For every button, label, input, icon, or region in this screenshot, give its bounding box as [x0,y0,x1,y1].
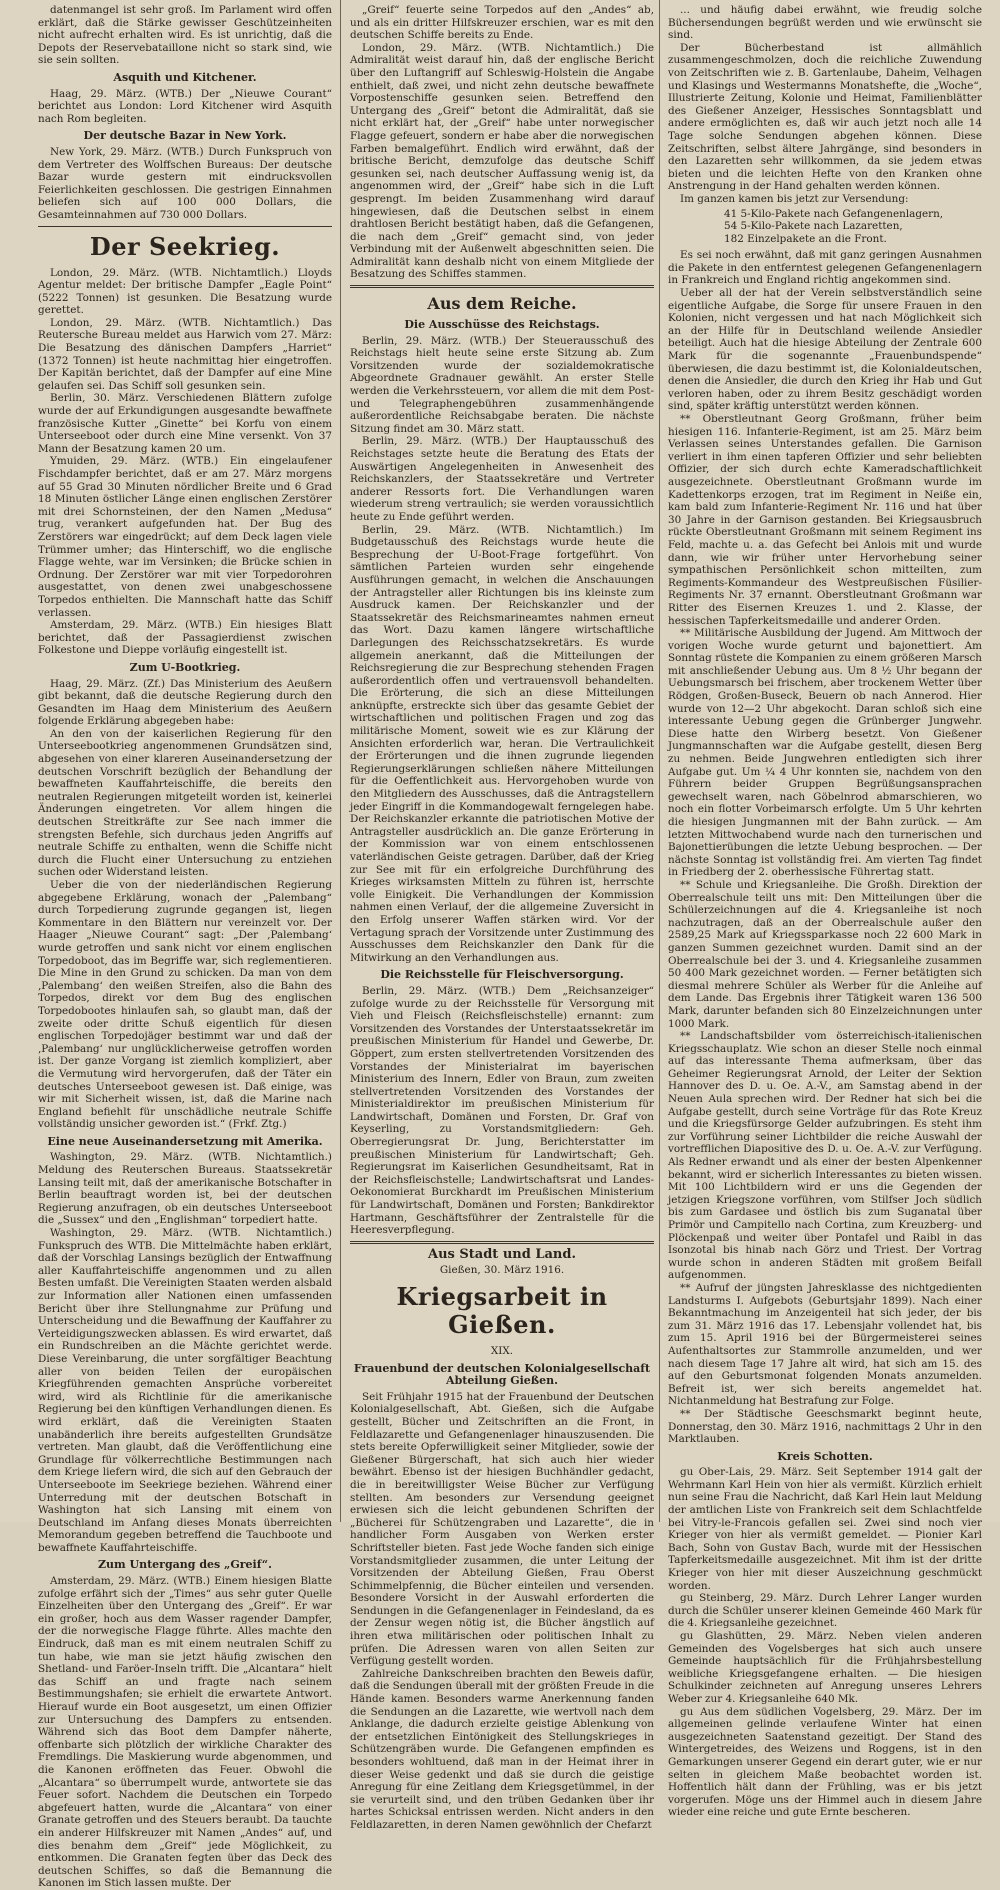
article-uboot-1: Haag, 29. März. (Zf.) Das Ministerium des Aeußern gibt bekannt, daß die deutsche Regierung durch den Gesandten im Haag dem Ministerium des Aeußern folgende Erklärung abgegeben habe: [38,677,332,728]
article-fragment: datenmangel ist sehr groß. Im Parlament wird offen erklärt, daß die Stärke gewisser Geschützeinheiten nicht aufrecht erhalten wird. Es ist unrichtig, daß die Depots der Reservebataillone nicht so stark sind, wie sie sein sollten. [38,4,332,67]
article-uboot-2: An den von der kaiserlichen Regierung für den Unterseebootkrieg angenommenen Grundsätzen sind, abgesehen von einer klareren Auseinandersetzung der deutschen Vorschrift bezüglich der Behandlung der bewaffneten Kauffahrteischiffe, die bereits den neutralen Regierungen mitgeteilt worden ist, keinerlei Änderungen eingetreten. Vor allem hingen die deutschen Streitkräfte zur See nach immer die strengsten Befehle, sich durchaus jeden Angriffs auf neutrale Schiffe zu enthalten, wenn die Schiffe nicht durch die Flucht einer Untersuchung zu entziehen suchen oder Widerstand leisten. [38,727,332,879]
headline-ausschuesse: Die Ausschüsse des Reichstags. [404,318,600,332]
article-buecher-1: Der Bücherbestand ist allmählich zusammengeschmolzen, doch die reichliche Zuwendung von Zeitschriften wie z. B. Gartenlaube, Daheim, Velhagen und Klasings und Westermanns Monatshefte, die „Woche“, Illustrierte Zeitung, Kolonie und Heimat, Familienblätter des Gießener Anzeiger, Hessisches Sonntagsblatt und andere ermöglichten es, daß wir auch jetzt noch alle 14 Tage solche Sendungen abgehen können. Diese Zeitschriften, selbst ältere Jahrgänge, sind besonders in den Lazaretten sehr willkommen, da sie jedem etwas bieten und die leichten Hefte von den Kranken ohne Anstrengung in der Hand gehalten werden können. [668,41,982,193]
headline-greif: Zum Untergang des „Greif“. [98,1558,272,1572]
article-amerika-1: Washington, 29. März. (WTB. Nichtamtlich.) Meldung des Reuterschen Bureaus. Staatssekretär Lansing teilt mit, daß der amerikanische Botschafter in Berlin beauftragt worden ist, bei der deutschen Regierung anzufragen, ob ein deutsches Unterseeboot die „Sussex“ und den „Englishman“ torpediert hatte. [38,1151,332,1227]
article-seekrieg-4: Ymuiden, 29. März. (WTB.) Ein eingelaufener Fischdampfer berichtet, daß er am 27. März morgens auf 55 Grad 30 Minuten nördlicher Breite und 6 Grad 18 Minuten östlicher Länge einen englischen Zerstörer mit drei Schornsteinen, der den Namen „Medusa“ trug, verankert aufgefunden hat. Der Bug des Zerstörers war eingedrückt; auf dem Deck lagen viele Trümmer umher; das Hinterschiff, wo die englische Flagge wehte, war im Versinken; die Brücke schien in Ordnung. Der Zerstörer war mit vier Torpedorohren ausgestattet, von denen zwei unabgeschossene Torpedos enthielten. Die Mannschaft hatte das Schiff verlassen. [38,455,332,619]
article-kriegsanleihe: ** Schule und Kriegsanleihe. Die Großh. Direktion der Oberrealschule teilt uns mit: Den Mitteilungen über die Schülerzeichnungen auf die 4. Kriegsanleihe ist noch nachzutragen, daß an der Oberrealschule außer den 2589,25 Mark auf Kriegssparkasse noch 22 600 Mark in ganzen Summen gezeichnet wurden. Damit sind an der Oberrealschule bei der 3. und 4. Kriegsanleihe zusammen 50 400 Mark gezeichnet worden. — Ferner betätigten sich diesmal mehrere Schüler als Werber für die Anleihe auf dem Lande. Das Ergebnis ihrer Tätigkeit waren 136 500 Mark, darunter befanden sich 80 Einzelzeichnungen unter 1000 Mark. [668,878,982,1030]
section-title-reiche: Aus dem Reiche. [427,294,577,314]
article-landsturm: ** Aufruf der jüngsten Jahresklasse des nichtgedienten Landsturms I. Aufgebots (Geburtsjahr 1899). Nach einer Bekanntmachung im Anzeigenteil hat sich jeder, der bis zum 31. März 1916 das 17. Lebensjahr vollendet hat, bis zum 15. April 1916 bei der Bürgermeisterei seines Aufenthaltsortes zur Stammrolle anzumelden, und wer nach diesem Tage 17 Jahre alt wird, hat sich am 15. des auf den Geburtsmonat folgenden Monats anzumelden. Befreit ist, wer sich bereits angemeldet hat. Nichtanmeldung hat Bestrafung zur Folge. [668,1281,982,1408]
article-fleisch: Berlin, 29. März. (WTB.) Dem „Reichsanzeiger“ zufolge wurde zu der Reichsstelle für Versorgung mit Vieh und Fleisch (Reichsfleischstelle) ernannt: zum Vorsitzenden des Vorstandes der Unterstaatssekretär im preußischen Ministerium für Handel und Gewerbe, Dr. Göppert, zum ersten stellvertretenden Vorsitzenden des Vorstandes der Ministerialrat im bayerischen Ministerium des Innern, Edler von Braun, zum zweiten stellvertretenden Vorsitzenden des Vorstandes der Ministerialdirektor im preußischen Ministerium für Landwirtschaft, Domänen und Forsten, Dr. Graf von Keyserling, zu Vorstandsmitgliedern: Geh. Oberregierungsrat Dr. Jung, Berichterstatter im preußischen Ministerium für Landwirtschaft; Geh. Regierungsrat im Kaiserlichen Gesundheitsamt, Rat in der Reichsfleischstelle; Landwirtschaftsrat und Landes-Oekonomierat Burckhardt im Preußischen Ministerium für Landwirtschaft, Domänen und Forsten; Bankdirektor Hartmann, Geschäftsführer der Zentralstelle für die Heeresverpflegung. [350,984,654,1237]
section-title-stadt: Aus Stadt und Land. [428,1246,576,1262]
list-item: 41 5-Kilo-Pakete nach Gefangenenlagern, [724,207,944,220]
list-item: 54 5-Kilo-Pakete nach Lazaretten, [724,220,903,233]
article-grossmann: ** Oberstleutnant Georg Großmann, früher beim hiesigen 116. Infanterie-Regiment, ist am 25. März beim Verlassen seines Unterstandes gefallen. Die Garnison verliert in ihm einen tapferen Offizier und sehr beliebten Offizier, der sich durch echte Kameradschaftlichkeit ausgezeichnete. Oberstleutnant Großmann wurde im Kadettenkorps erzogen, trat im Regiment in Neiße ein, kam bald zum Infanterie-Regiment Nr. 116 und hat über 30 Jahre in der Garnison gestanden. Bei Kriegsausbruch rückte Oberstleutnant Großmann mit seinem Regiment ins Feld, machte u. a. das Gefecht bei Anlois mit und wurde dann, wie wir früher unter Hervorhebung seiner sympathischen Persönlichkeit schon mitteilten, zum Regiments-Kommandeur des Westpreußischen Füsilier-Regiments Nr. 37 ernannt. Oberstleutnant Großmann war Ritter des Eisernen Kreuzes 1. und 2. Klasse, der hessischen Tapferkeitsmedaille und anderer Orden. [668,413,982,627]
article-kriegsarbeit-2: Zahlreiche Dankschreiben brachten den Beweis dafür, daß die Sendungen überall mit der größten Freude in die Hände kamen. Besonders warme Anerkennung fanden die Sendungen an die Lazarette, wie wertvoll nach dem Anklange, die dadurch erzielte geistige Ablenkung von der entsetzlichen Eintönigkeit des Stellungskrieges in Schützengräben wurde. Die Gefangenen empfinden es besonders wohltuend, daß man in der Heimat ihrer in dieser Weise gedenkt und daß sie durch die geistige Anregung für eine Zeitlang dem Kriegsgetümmel, in der sie verurteilt sind, und den trüben Gedanken über ihr hartes Schicksal entrissen werden. Nicht anders in den Feldlazaretten, in deren Namen gewöhnlich der Chefarzt [350,1667,654,1831]
article-bazar: New York, 29. März. (WTB.) Durch Funkspruch von dem Vertreter des Wolffschen Bureaus: Der deutsche Bazar wurde gestern mit eindrucksvollen Feierlichkeiten geschlossen. Die gestrigen Einnahmen beliefen sich auf 100 000 Dollars, die Gesamteinnahmen auf 730 000 Dollars. [38,145,332,221]
headline-fleisch: Die Reichsstelle für Fleischversorgung. [380,968,624,982]
article-seekrieg-2: London, 29. März. (WTB. Nichtamtlich.) Das Reutersche Bureau meldet aus Harwich vom 27. März: Die Besatzung des dänischen Dampfers „Harriet“ (1372 Tonnen) ist heute nachmittag hier eingetroffen. Der Kapitän berichtet, daß der Dampfer auf eine Mine gelaufen sei. Das Schiff soll gesunken sein. [38,316,332,392]
dateline: Gießen, 30. März 1916. [439,1264,565,1277]
article-seekrieg-1: London, 29. März. (WTB. Nichtamtlich.) Lloyds Agentur meldet: Der britische Dampfer „Eagle Point“ (5222 Tonnen) ist gesunken. Die Besatzung wurde gerettet. [38,266,332,317]
article-seekrieg-5: Amsterdam, 29. März. (WTB.) Ein hiesiges Blatt berichtet, daß der Passagierdienst zwischen Folkestone und Dieppe vorläufig eingestellt ist. [38,619,332,657]
column-2 [344,0,660,1831]
article-schotten-4: gu Aus dem südlichen Vogelsberg, 29. März. Der im allgemeinen gelinde verlaufene Winter hat einen ausgezeichneten Saatenstand gezeitigt. Der Stand des Wintergetreides, des Weizens und Roggens, ist in den Gemarkungen unserer Gegend ein derart guter, wie er nur selten in gleichem Maße beobachtet worden ist. Hoffentlich hält dann der Frühling, was er bis jetzt vorgerufen. Möge uns der Himmel auch in diesem Jahre wieder eine reiche und gute Ernte bescheren. [668,1705,982,1819]
article-reichstag-3: Berlin, 29. März. (WTB. Nichtamtlich.) Im Budgetausschuß des Reichstags wurde heute die Besprechung der U-Boot-Frage fortgeführt. Von sämtlichen Parteien wurden sehr eingehende Ausführungen gemacht, in welchen die Anschauungen der Antragsteller aller Richtungen bis ins kleinste zum Ausdruck kamen. Der Reichskanzler und der Staatssekretär des Reichsmarineamtes nahmen erneut das Wort. Dazu kamen längere wirtschaftliche Darlegungen des Reichsschatzsekretärs. Es wurde allgemein anerkannt, daß die Mitteilungen der Reichsregierung die zur Besprechung stehenden Fragen außerordentlich offen und vertrauensvoll behandelten. Die Erörterung, die sich an diese Mitteilungen anknüpfte, erstreckte sich über das gesamte Gebiet der wirtschaftlichen und politischen Fragen und zog das militärische Moment, soweit wie es zur Klärung der Ansichten erforderlich war, heran. Die Vertraulichkeit der Erörterungen und die ihnen zugrunde liegenden Regierungserklärungen schließen nähere Mitteilungen für die Oeffentlichkeit aus. Hervorgehoben wurde von den Mitgliedern des Ausschusses, daß die Antragstellern jeder Eingriff in die Kommandogewalt ferngelegen habe. Der Reichskanzler erkannte die patriotischen Motive der Antragsteller ausdrücklich an. Die ganze Erörterung in der Kommission war von einem entschlossenen vaterländischen Geiste getragen. Darüber, daß der Krieg zur See mit für ein erfolgreiche Durchführung des Krieges wirksamsten Mitteln zu führen ist, herrschte volle Einigkeit. Die Verhandlungen der Kommission nahmen einen Verlauf, der die allgemeine Zuversicht in den Erfolg unserer Waffen stärken wird. Vor der Vertagung sprach der Vorsitzende unter Zustimmung des Ausschusses dem Reichskanzler den Dank für die Mitwirkung an den Verhandlungen aus. [350,523,654,964]
article-schotten-3: gu Glashütten, 29. März. Neben vielen anderen Gemeinden des Vogelsberges hat sich auch unsere Gemeinde hauptsächlich für die Frühjahrsbestellung weibliche Kriegsgefangene erhalten. — Die hiesigen Schulkinder zeichneten auf Anregung unseres Lehrers Weber zur 4. Kriegsanleihe 640 Mk. [668,1630,982,1705]
article-greif: Amsterdam, 29. März. (WTB.) Einem hiesigen Blatte zufolge erfährt sich der „Times“ aus sehr guter Quelle Einzelheiten über den Untergang des „Greif“. Er war ein großer, hoch aus dem Wasser ragender Dampfer, der die norwegische Flagge führte. Alles machte den Eindruck, daß man es mit einem neutralen Schiff zu tun habe, wie man sie jetzt häufig zwischen den Shetland- und Faröer-Inseln trifft. Die „Alcantara“ hielt das Schiff an und fragte nach seinem Bestimmungshafen; sie erhielt die erwartete Antwort. Hierauf wurde ein Boot ausgesetzt, um einen Offizier zur Untersuchung des Dampfers zu entsenden. Während sich das Boot dem Dampfer näherte, offenbarte sich plötzlich der wirkliche Charakter des Fremdlings. Die Maskierung wurde abgenommen, und die Kanonen eröffneten das Feuer. Obwohl die „Alcantara“ so überrumpelt wurde, antwortete sie das Feuer sofort. Nachdem die Deutschen ein Torpedo abgefeuert hatten, wurde die „Alcantara“ von einer Granate getroffen und des Steuers beraubt. Da tauchte ein anderer Hilfskreuzer mit Namen „Andes“ auf, und dies benahm dem „Greif“ jede Möglichkeit, zu entkommen. Die Granaten fegten über das Deck des deutschen Schiffes, so daß die Bemannung die Kanonen im Stich lassen mußte. Der [38,1575,332,1890]
article-reichstag-2: Berlin, 29. März. (WTB.) Der Hauptausschuß des Reichstages setzte heute die Beratung des Etats der Auswärtigen Angelegenheiten in Anwesenheit des Reichskanzlers, der Staatssekretäre und Vertreter anderer Ressorts fort. Die Verhandlungen waren wiederum streng vertraulich; sie werden voraussichtlich heute zu Ende geführt werden. [350,435,654,523]
column-3 [662,0,988,1819]
section-divider [38,226,332,227]
article-schotten-2: gu Steinberg, 29. März. Durch Lehrer Langer wurden durch die Schüler unserer kleinen Gemeinde 460 Mark für die 4. Kriegsanleihe gezeichnet. [668,1592,982,1630]
list-item: 182 Einzelpakete an die Front. [724,232,887,245]
article-reichstag-1: Berlin, 29. März. (WTB.) Der Steuerausschuß des Reichstags hielt heute seine erste Sitzung ab. Zum Vorsitzenden wurde der sozialdemokratische Abgeordnete Gradnauer gewählt. An erster Stelle werden die Verkehrssteuern, vor allem die mit dem Post- und Telegraphengebühren zusammenhängende außerordentliche Reichsabgabe beraten. Die nächste Sitzung findet am 30. März statt. [350,334,654,435]
column-rule-1 [340,0,341,1522]
article-jugend: ** Militärische Ausbildung der Jugend. Am Mittwoch der vorigen Woche wurde geturnt und bajonettiert. Am Sonntag rüstete die Kompanien zu einem größeren Marsch mit anschließender Uebung aus. Um 8 ½ Uhr begann der Uebungsmarsch bei frischem, aber trockenem Wetter über Rödgen, Großen-Buseck, Beuern ob nach Annerod. Hier wurde von 12—2 Uhr abgekocht. Daran schloß sich eine interessante Uebung gegen die Grünberger Jungwehr. Diese hatte den Wirberg besetzt. Von Gießener Jungmannschaften war die Aufgabe gestellt, diesen Berg zu nehmen. Beide Jungwehren entledigten sich ihrer Aufgabe gut. Um ¼ 4 Uhr konnten sie, nachdem von den Führern beider Gruppen Begrüßungsansprachen gewechselt waren, nach Göbelnrod abmarschieren, wo noch ein flotter Vorbeimarsch erfolgte. Um 5 Uhr kehrten die hiesigen Jungmannen mit der Bahn zurück. — Am letzten Mittwochabend wurde nach den turnerischen und Bajonettierübungen die letzte Uebung besprochen. — Der nächste Sonntag ist vollständig frei. Am vierten Tag findet in Friedberg der 2. oberhessische Führertag statt. [668,627,982,879]
article-buecher-2: Im ganzen kamen bis jetzt zur Versendung: [680,192,909,205]
article-schotten-1: gu Ober-Lais, 29. März. Seit September 1914 galt der Wehrmann Karl Hein von hier als vermißt. Kürzlich erhielt nun seine Frau die Nachricht, daß Karl Hein laut Meldung der amtlichen Liste von Frankreich seit dem Schlachtfelde bei Vitry-le-Francois gefallen sei. Zwei sind noch vier Krieger von hier als vermißt gemeldet. — Pionier Karl Bach, Sohn von Gustav Bach, wurde mit der Hessischen Tapferkeitsmedaille ausgezeichnet. Mit ihm ist der dritte Krieger von hier mit dieser Auszeichnung geschmückt worden. [668,1466,982,1592]
headline-amerika: Eine neue Auseinandersetzung mit Amerika. [47,1134,323,1148]
section-title-seekrieg: Der Seekrieg. [89,231,281,261]
article-buecher-4: Ueber all der hat der Verein selbstverständlich seine eigentliche Aufgabe, die Sorge für unsere Frauen in den Kolonien, nicht vergessen und hat nach Möglichkeit sich an der Hilfe für in Deutschland weilende Ansiedler beteiligt. Auch hat die hiesige Abteilung der Zentrale 600 Mark für die sogenannte „Frauenbundspende“ überwiesen, die dazu bestimmt ist, die Kolonialdeutschen, denen die Ansiedler, die durch den Krieg ihr Hab und Gut verloren haben, oder zu ihrem Besitz geschädigt worden sind, später kräftig unterstützt werden können. [668,287,982,413]
article-buecher-3: Es sei noch erwähnt, daß mit ganz geringen Ausnahmen die Pakete in den entferntest gelegenen Gefangenenlagern in Frankreich und England richtig angekommen sind. [668,249,982,287]
article-uboot-3: Ueber die von der niederländischen Regierung abgegebene Erklärung, wonach der „Palembang“ durch Torpedierung zugrunde gegangen ist, liegen Kommentare in den Blättern nur vereinzelt vor. Der Haager „Nieuwe Courant“ sagt: „Der ‚Palembang‘ wurde getroffen und sank nicht vor einem englischen Torpedoboot, das im Begriffe war, sich reglementieren. Die Mine in den Grund zu schicken. Da man von dem ‚Palembang‘ den weißen Streifen, also die Bahn des Torpedos, direkt vor dem Bug des englischen Torpedobootes hinlaufen sah, so glaubt man, daß der zweite oder dritte Schuß eigentlich für diesen englischen Torpedojäger bestimmt war und daß der ‚Palembang‘ nur unglücklicherweise getroffen worden ist. Der ganze Vorgang ist ziemlich kompliziert, aber die Vermutung wird hervorgerufen, daß der Täter ein deutsches Unterseeboot gewesen ist. Daß einige, was wir mit Sicherheit wissen, ist, daß die Marine nach England befiehlt für unschädliche neutrale Schiffe vollständig unsicher geworden ist.“ (Frkf. Ztg.) [38,879,332,1131]
headline-frauenbund: Frauenbund der deutschen Kolonialgesellschaft Abteilung Gießen. [353,1361,651,1388]
section-divider [350,285,654,288]
article-admiralty: London, 29. März. (WTB. Nichtamtlich.) Die Admiralität weist darauf hin, daß der englische Bericht über den Luftangriff auf Schleswig-Holstein die Angabe enthielt, daß zwei, und nicht zehn deutsche bewaffnete Vorpostenschiffe gesunken seien. Betreffend den Untergang des „Greif“ betont die Admiralität, daß sie nicht erklärt hat, der „Greif“ habe unter norwegischer Flagge gefeuert, sondern er habe aber die norwegischen Farben bemalgeführt. Endlich wird erwähnt, daß der britische Bericht, demzufolge das deutsche Schiff gesunken sei, nach deutscher Auffassung wenig ist, da angenommen wird, der „Greif“ habe sich in die Luft gesprengt. Im beiden Zusammenhang wird darauf hingewiesen, daß die Deutschen selbst in einem drahtlosen Bericht bestätigt haben, daß die Gefangenen, die nach dem „Greif“ gemacht sind, von jeder Verbindung mit der Außenwelt abgeschnitten seien. Die Admiralität kann deshalb nicht von einem Mitgliede der Besatzung des Schiffes stammen. [350,41,654,281]
headline-bazar: Der deutsche Bazar in New York. [83,129,287,143]
article-amerika-2: Washington, 29. März. (WTB. Nichtamtlich.) Funkspruch des WTB. Die Mittelmächte haben erklärt, daß der Vorschlag Lansings bezüglich der Entwaffnung aller Kauffahrteischiffe angenommen und zu allen Besten umfaßt. Die Vereinigten Staaten werden alsbald zur Information aller Nationen einen umfassenden Bericht über ihre Stellungnahme zur Prüfung und Unterscheidung und die Bewaffnung der Kauffahrer zu Verteidigungszwecken ablassen. Es wird erwartet, daß ein Rundschreiben an die Mächte gerichtet werde. Diese Vereinbarung, die unter sorgfältiger Beachtung aller von beiden Teilen der europäischen Kriegführenden gemachten Ansprüche vorbereitet wird, wird als Richtlinie für die amerikanische Regierung bei den künftigen Verhandlungen dienen. Es wird erklärt, daß die Vereinigten Staaten unabänderlich ihre bereits aufgestellten Grundsätze vertreten. Man glaubt, daß die Veröffentlichung eine Grundlage für völkerrechtliche Bestimmungen nach dem Kriege liefern wird, die sich auf den Gebrauch der Unterseeboote im Seekriege beziehen. Während einer Unterredung mit der deutschen Botschaft in Washington hat sich Lansing mit einem von Deutschland im Anfang dieses Monats überreichten Memorandum gegeben betreffend die Tauchboote und bewaffnete Kauffahrteischiffe. [38,1227,332,1554]
headline-asquith: Asquith und Kitchener. [113,70,257,84]
article-asquith: Haag, 29. März. (WTB.) Der „Nieuwe Courant“ berichtet aus London: Lord Kitchener wird Asquith nach Rom begleiten. [38,87,332,125]
article-greif-continued: „Greif“ feuerte seine Torpedos auf den „Andes“ ab, und als ein dritter Hilfskreuzer erschien, war es mit den deutschen Schiffe bereits zu Ende. [350,4,654,42]
column-1 [32,0,338,1890]
headline-schotten: Kreis Schotten. [777,1449,873,1463]
article-landschaftsbilder: ** Landschaftsbilder vom österreichisch-italienischen Kriegsschauplatz. Wie schon an dieser Stelle noch einmal auf das interessante Thema aufmerksam, über das Geheimer Regierungsrat Arnold, der Leiter der Sektion Hannover des D. u. Oe. A.-V., am Samstag abend in der Neuen Aula sprechen wird. Der Redner hat sich bei die Aufgabe gestellt, durch seine Vorträge für das Rote Kreuz und die Kriegsfürsorge Gelder aufzubringen. Es steht ihm zur Vorführung seiner Lichtbilder die reiche Auswahl der vortrefflichen Diapositive des D. u. Oe. A.-V. zur Verfügung. Als Redner erwandt und als einer der besten Alpenkenner bekannt, wird er sicherlich Interessantes zu bieten wissen. Mit 100 Lichtbildern wird er uns die Gegenden der jetzigen Kriegszone vorführen, vom Stilfser Joch südlich bis zum Gardasee und östlich bis zum Suganatal über Primör und Campitello nach Cortina, zum Kreuzberg- und Plöckenpaß und weiter über Pontafel und Raibl in das Isonzotal bis hinab nach Görz und Triest. Der Vortrag wurde schon in anderen Städten mit großem Beifall aufgenommen. [668,1030,982,1282]
shipment-list [668,208,982,246]
section-divider [350,1241,654,1244]
article-kriegsarbeit-1: Seit Frühjahr 1915 hat der Frauenbund der Deutschen Kolonialgesellschaft, Abt. Gießen, sich die Aufgabe gestellt, Bücher und Zeitschriften an die Front, in Feldlazarette und Gefangenenlager hinauszusenden. Die stets bereite Opferwilligkeit seiner Mitglieder, sowie der Gießener Bürgerschaft, hat sich auch hier wieder bewährt. Ebenso ist der hiesigen Buchhändler gedacht, die in bereitwilligster Weise Bücher zur Verfügung stellten. Am besonders zur Versendung geeignet erwiesen sich die leicht gebundenen Schriften der „Bücherei für Schützengraben und Lazarette“, die in handlicher Form Ausgaben von Werken erster Schriftsteller bieten. Fast jede Woche fanden sich einige Vorstandsmitglieder zusammen, die unter Leitung der Vorsitzenden der Abteilung Gießen, Frau Oberst Schimmelpfennig, die Bücher einteilen und versenden. Besondere Vorsicht in der Auswahl erforderten die Sendungen in die Gefangenenlager in Feindesland, da es der Zensur wegen nötig ist, die Bücher ängstlich auf ihren etwa militärischen oder politischen Inhalt zu prüfen. Die Adressen waren von allen Seiten zur Verfügung gestellt worden. [350,1390,654,1668]
article-fragment: ... und häufig dabei erwähnt, wie freudig solche Büchersendungen begrüßt werden und wie erwünscht sie sind. [668,4,982,42]
series-number: XIX. [490,1345,514,1357]
article-markt: ** Der Städtische Geeschsmarkt beginnt heute, Donnerstag, den 30. März 1916, nachmittags 2 Uhr in den Marktlauben. [668,1407,982,1446]
headline-kriegsarbeit: Kriegsarbeit in Gießen. [396,1282,608,1339]
article-seekrieg-3: Berlin, 30. März. Verschiedenen Blättern zufolge wurde der auf Erkundigungen ausgesandte bewaffnete französische Kutter „Ginette“ bei Korfu von einem Unterseeboot oder durch eine Mine versenkt. Von 37 Mann der Besatzung kamen 20 um. [38,392,332,455]
headline-uboot: Zum U-Bootkrieg. [129,660,241,674]
